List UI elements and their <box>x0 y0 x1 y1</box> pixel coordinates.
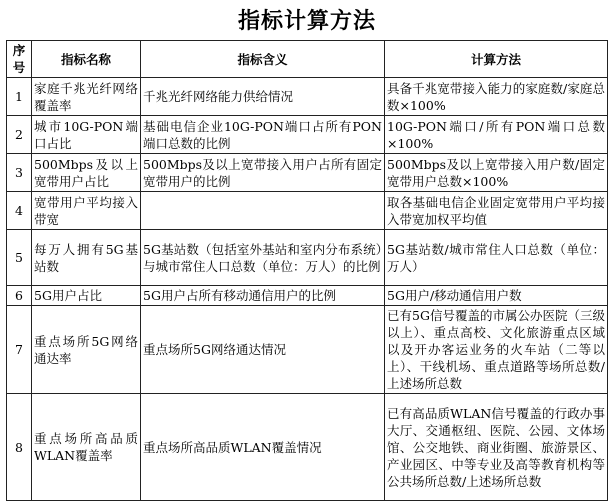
row-meaning: 基础电信企业10G-PON端口占所有PON端口总数的比例 <box>141 116 385 154</box>
table-row <box>7 116 608 154</box>
row-no: 6 <box>7 286 32 306</box>
row-method: 取各基础电信企业固定宽带用户平均接入带宽加权平均值 <box>385 192 608 230</box>
row-name: 宽带用户平均接入带宽 <box>32 192 141 230</box>
table-row <box>7 230 608 286</box>
row-meaning <box>141 192 385 230</box>
table-row <box>7 192 608 230</box>
row-meaning: 重点场所高品质WLAN覆盖情况 <box>141 394 385 501</box>
row-no: 8 <box>7 394 32 501</box>
table-row <box>7 154 608 192</box>
row-no: 2 <box>7 116 32 154</box>
row-method: 已有高品质WLAN信号覆盖的行政办事大厅、交通枢纽、医院、公园、文体场馆、公交地铁、商业街圈、旅游景区、产业园区、中等专业及高等教育机构等公共场所总数/上述场所总数 <box>385 394 608 501</box>
row-no: 7 <box>7 306 32 394</box>
table-row <box>7 286 608 306</box>
table-row <box>7 306 608 394</box>
row-no: 1 <box>7 78 32 116</box>
page-title: 指标计算方法 <box>237 9 376 34</box>
table-row <box>7 394 608 501</box>
row-meaning: 500Mbps及以上宽带接入用户占所有固定宽带用户的比例 <box>141 154 385 192</box>
row-method: 10G-PON端口/所有PON端口总数×100% <box>385 116 608 154</box>
row-name: 每万人拥有5G基站数 <box>32 230 141 286</box>
header-method: 计算方法 <box>385 41 608 78</box>
row-name: 500Mbps及以上宽带用户占比 <box>32 154 141 192</box>
row-method: 500Mbps及以上宽带接入用户数/固定宽带用户总数×100% <box>385 154 608 192</box>
row-no: 3 <box>7 154 32 192</box>
row-method: 5G用户/移动通信用户数 <box>385 286 608 306</box>
row-no: 4 <box>7 192 32 230</box>
row-name: 城市10G-PON端口占比 <box>32 116 141 154</box>
header-name: 指标名称 <box>32 41 141 78</box>
table-header-row <box>7 41 608 78</box>
header-no: 序号 <box>7 41 32 78</box>
row-name: 家庭千兆光纤网络覆盖率 <box>32 78 141 116</box>
row-name: 5G用户占比 <box>32 286 141 306</box>
row-name: 重点场所高品质WLAN覆盖率 <box>32 394 141 501</box>
row-no: 5 <box>7 230 32 286</box>
row-meaning: 5G用户占所有移动通信用户的比例 <box>141 286 385 306</box>
row-meaning: 千兆光纤网络能力供给情况 <box>141 78 385 116</box>
row-meaning: 5G基站数（包括室外基站和室内分布系统）与城市常住人口总数（单位：万人）的比例 <box>141 230 385 286</box>
header-meaning: 指标含义 <box>141 41 385 78</box>
row-name: 重点场所5G网络通达率 <box>32 306 141 394</box>
row-method: 5G基站数/城市常住人口总数（单位：万人） <box>385 230 608 286</box>
table-row <box>7 78 608 116</box>
indicator-table <box>6 40 608 501</box>
row-method: 已有5G信号覆盖的市属公办医院（三级以上）、重点高校、文化旅游重点区域以及开办客运业务的火车站（二等以上）、干线机场、重点道路等场所总数/上述场所总数 <box>385 306 608 394</box>
row-method: 具备千兆宽带接入能力的家庭数/家庭总数×100% <box>385 78 608 116</box>
row-meaning: 重点场所5G网络通达情况 <box>141 306 385 394</box>
